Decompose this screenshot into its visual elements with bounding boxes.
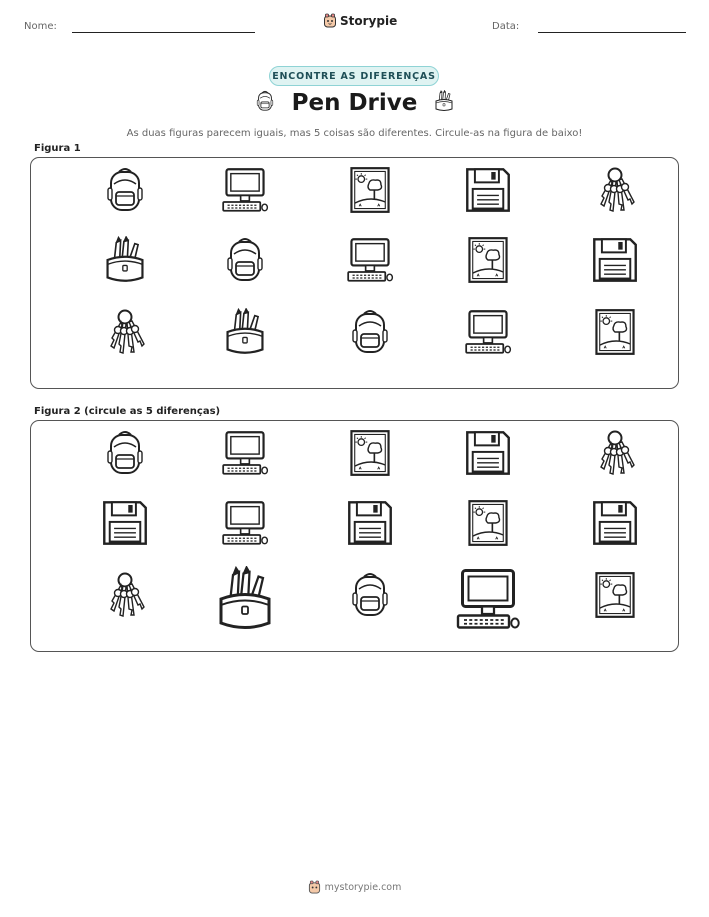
title-row bbox=[0, 90, 709, 116]
backpack-icon bbox=[210, 225, 280, 295]
picture-icon[interactable] bbox=[335, 418, 405, 488]
brand-name: Storypie bbox=[340, 13, 398, 28]
figure-1-label: Figura 1 bbox=[34, 143, 81, 154]
picture-icon bbox=[453, 225, 523, 295]
storypie-mascot-icon bbox=[323, 13, 337, 28]
picture-icon[interactable] bbox=[453, 488, 523, 558]
keys-icon bbox=[90, 297, 160, 367]
floppy-disk-icon bbox=[580, 225, 650, 295]
backpack-icon[interactable] bbox=[335, 560, 405, 630]
picture-icon bbox=[335, 155, 405, 225]
title-backpack-icon bbox=[254, 90, 276, 116]
picture-icon bbox=[580, 297, 650, 367]
activity-badge: ENCONTRE AS DIFERENÇAS bbox=[269, 66, 439, 86]
backpack-icon[interactable] bbox=[90, 418, 160, 488]
footer-url: mystorypie.com bbox=[324, 881, 402, 893]
keys-icon[interactable] bbox=[580, 418, 650, 488]
pencil-case-icon bbox=[210, 297, 280, 367]
computer-icon[interactable] bbox=[210, 418, 280, 488]
pencil-case-icon[interactable] bbox=[210, 564, 280, 634]
floppy-disk-icon[interactable] bbox=[335, 488, 405, 558]
name-line[interactable] bbox=[72, 32, 255, 33]
storypie-mascot-icon bbox=[308, 880, 321, 894]
backpack-icon bbox=[90, 155, 160, 225]
floppy-disk-icon[interactable] bbox=[580, 488, 650, 558]
date-line[interactable] bbox=[538, 32, 686, 33]
backpack-icon bbox=[335, 297, 405, 367]
pencil-case-icon bbox=[90, 225, 160, 295]
name-label: Nome: bbox=[24, 21, 57, 32]
computer-icon bbox=[210, 155, 280, 225]
date-label: Data: bbox=[492, 21, 520, 32]
brand-logo bbox=[323, 13, 397, 28]
picture-icon[interactable] bbox=[580, 560, 650, 630]
computer-icon bbox=[453, 297, 523, 367]
page-title: Pen Drive bbox=[291, 90, 418, 116]
floppy-disk-icon[interactable] bbox=[90, 488, 160, 558]
computer-icon[interactable] bbox=[210, 488, 280, 558]
figure-1-panel bbox=[30, 157, 679, 389]
figure-2-panel[interactable] bbox=[30, 420, 679, 652]
floppy-disk-icon bbox=[453, 155, 523, 225]
figure-2-label: Figura 2 (circule as 5 diferenças) bbox=[34, 406, 221, 417]
footer bbox=[0, 880, 709, 894]
keys-icon bbox=[580, 155, 650, 225]
computer-icon bbox=[335, 225, 405, 295]
floppy-disk-icon[interactable] bbox=[453, 418, 523, 488]
title-pencil-case-icon bbox=[433, 90, 455, 116]
instructions: As duas figuras parecem iguais, mas 5 coisas são diferentes. Circule-as na figura de baixo! bbox=[126, 128, 583, 139]
computer-icon[interactable] bbox=[453, 564, 523, 634]
keys-icon[interactable] bbox=[90, 560, 160, 630]
